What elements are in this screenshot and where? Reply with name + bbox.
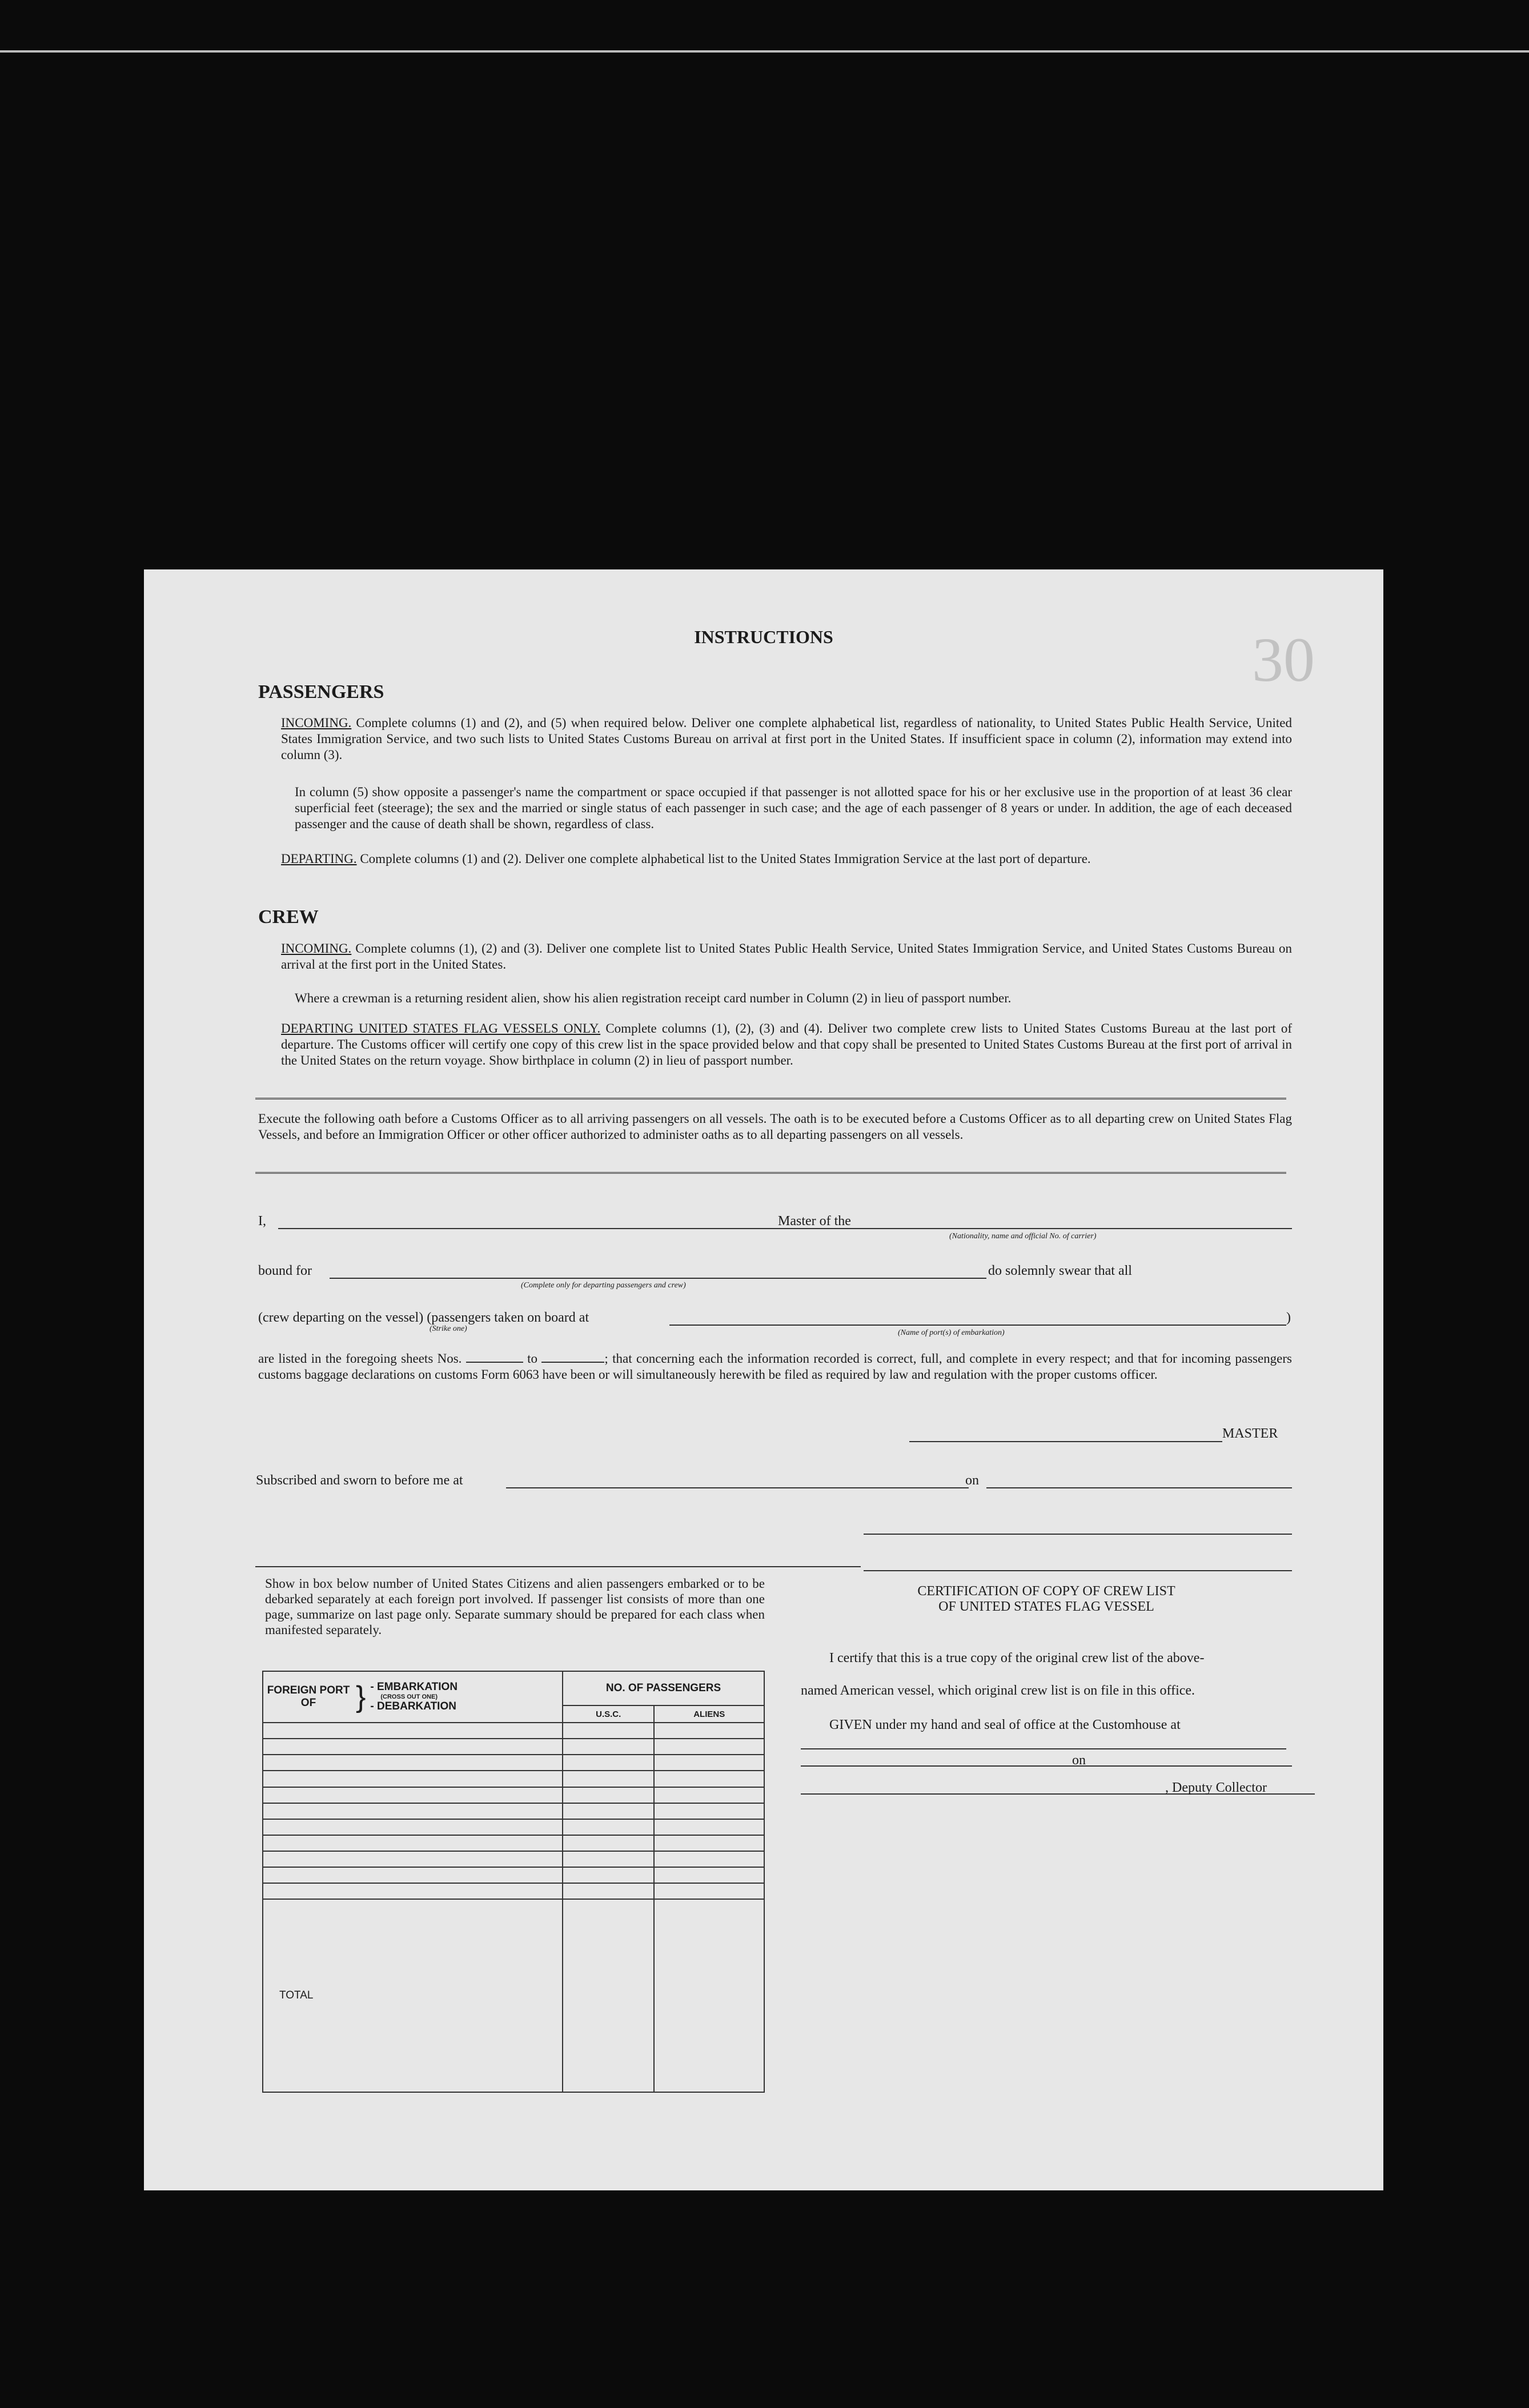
aliens-cell[interactable] — [654, 1851, 764, 1867]
page-number-stamp: 30 — [1252, 625, 1315, 695]
aliens-cell[interactable] — [654, 1723, 764, 1739]
oath-bound-for: bound for — [258, 1263, 312, 1278]
complete-only-note: (Complete only for departing passengers and crew) — [521, 1281, 686, 1290]
usc-cell[interactable] — [563, 1787, 654, 1803]
table-row — [263, 1819, 764, 1835]
table-row — [263, 1771, 764, 1787]
crew-departing-text: Complete columns (1), (2), (3) and (4). Deliver two complete crew lists to United States Customs Bureau at the last port of departure. The Customs officer will certify one copy of this crew list in the space provided below and that copy shall be presented to United States Customs Bureau at the first port of arrival in the United States on the return voyage. Show birthplace in column (2) in lieu of passport number. — [281, 1021, 1292, 1067]
crew-departing-label: DEPARTING UNITED STATES FLAG VESSELS ONLY. — [281, 1021, 601, 1036]
divider-upper — [255, 1098, 1286, 1099]
usc-total-cell[interactable] — [563, 1899, 654, 2092]
passenger-summary-table — [262, 1671, 765, 2093]
aliens-header: ALIENS — [654, 1705, 764, 1723]
port-cell[interactable] — [263, 1835, 563, 1851]
crew-incoming-label: INCOMING. — [281, 941, 352, 956]
listed-text-b: ; that concerning each the information recorded is correct, full, and complete in every respect; and that for incoming passengers customs baggage declarations on customs Form 6063 have been or will simultaneously herewith be filed as required by law and regulation with the proper customs officer. — [258, 1351, 1293, 1382]
passengers-column5-paragraph: In column (5) show opposite a passenger's name the compartment or space occupied if that passenger is not allotted space for his or her exclusive use in the proportion of at least 36 clear superficial feet (steerage); the sex and the married or single status of each passenger in such case; and the age of each passenger of 8 years or under. In addition, the age of each deceased passenger and the cause of death shall be shown, regardless of class. — [295, 785, 1292, 831]
deputy-collector-label: , Deputy Collector — [1165, 1780, 1267, 1795]
port-cell[interactable] — [263, 1739, 563, 1755]
port-cell[interactable] — [263, 1771, 563, 1787]
table-row — [263, 1787, 764, 1803]
port-cell[interactable] — [263, 1851, 563, 1867]
table-row — [263, 1739, 764, 1755]
usc-cell[interactable] — [563, 1803, 654, 1819]
document-page — [144, 569, 1383, 2190]
passengers-incoming-paragraph — [281, 715, 1292, 763]
subscribed-text: Subscribed and sworn to before me at — [256, 1473, 463, 1488]
total-label: TOTAL — [263, 1899, 563, 2092]
bound-for-line — [330, 1278, 986, 1279]
master-signature-line — [909, 1441, 1222, 1442]
nationality-note: (Nationality, name and official No. of carrier) — [949, 1232, 1097, 1241]
total-row — [263, 1899, 764, 2092]
aliens-cell[interactable] — [654, 1755, 764, 1771]
oath-crew-departing: (crew departing on the vessel) (passengers taken on board at — [258, 1310, 589, 1325]
passengers-heading: PASSENGERS — [258, 681, 384, 703]
certification-text-1: I certify that this is a true copy of the original crew list of the above- — [829, 1651, 1205, 1665]
cross-out-note: (CROSS OUT ONE) — [380, 1693, 438, 1700]
table-row — [263, 1867, 764, 1883]
table-row — [263, 1851, 764, 1867]
aliens-cell[interactable] — [654, 1771, 764, 1787]
crew-resident-paragraph: Where a crewman is a returning resident alien, show his alien registration receipt card number in Column (2) in lieu of passport number. — [295, 991, 1012, 1005]
aliens-cell[interactable] — [654, 1867, 764, 1883]
port-cell[interactable] — [263, 1819, 563, 1835]
usc-cell[interactable] — [563, 1819, 654, 1835]
usc-cell[interactable] — [563, 1755, 654, 1771]
foreign-port-label: FOREIGN PORT OF — [267, 1684, 350, 1709]
customhouse-line — [801, 1748, 1286, 1749]
subscribed-place-line — [506, 1487, 969, 1488]
master-label: MASTER — [1222, 1426, 1278, 1441]
divider-lower — [255, 1172, 1286, 1174]
scanner-edge-line — [0, 50, 1529, 53]
port-cell[interactable] — [263, 1883, 563, 1899]
usc-header: U.S.C. — [563, 1705, 654, 1723]
certification-text-2: named American vessel, which original crew list is on file in this office. — [801, 1683, 1195, 1698]
port-cell[interactable] — [263, 1723, 563, 1739]
officer-title-line — [864, 1570, 1292, 1571]
sheet-to-blank — [541, 1362, 604, 1363]
port-cell[interactable] — [263, 1787, 563, 1803]
oath-master-of: Master of the — [778, 1214, 851, 1229]
passengers-departing-label: DEPARTING. — [281, 852, 357, 866]
aliens-cell[interactable] — [654, 1835, 764, 1851]
usc-cell[interactable] — [563, 1835, 654, 1851]
port-cell[interactable] — [263, 1755, 563, 1771]
no-passengers-header: NO. OF PASSENGERS — [563, 1671, 764, 1705]
usc-cell[interactable] — [563, 1867, 654, 1883]
aliens-cell[interactable] — [654, 1739, 764, 1755]
subscribed-date-line — [986, 1487, 1292, 1488]
usc-cell[interactable] — [563, 1723, 654, 1739]
officer-signature-line — [864, 1534, 1292, 1535]
usc-cell[interactable] — [563, 1851, 654, 1867]
certification-title-line-2: OF UNITED STATES FLAG VESSEL — [938, 1599, 1154, 1614]
table-row — [263, 1755, 764, 1771]
oath-intro-paragraph: Execute the following oath before a Customs Officer as to all arriving passengers on all vessels. The oath is to be executed before a Customs Officer as to all departing crew on United States Flag Vessels, and before an Immigration Officer or other officer authorized to administer oaths as to all departing passengers on all vessels. — [258, 1111, 1292, 1142]
table-row — [263, 1723, 764, 1739]
passengers-incoming-label: INCOMING. — [281, 716, 352, 730]
debarkation-label: - DEBARKATION — [370, 1700, 456, 1712]
oath-i-label: I, — [258, 1214, 266, 1229]
port-note: (Name of port(s) of embarkation) — [898, 1329, 1005, 1337]
table-row — [263, 1803, 764, 1819]
certification-given: GIVEN under my hand and seal of office at the Customhouse at — [829, 1717, 1181, 1732]
passengers-departing-text: Complete columns (1) and (2). Deliver one complete alphabetical list to the United States Immigration Service at the last port of departure. — [360, 852, 1091, 866]
port-cell[interactable] — [263, 1803, 563, 1819]
table-row — [263, 1883, 764, 1899]
section-divider — [255, 1566, 861, 1567]
embarkation-options — [370, 1681, 458, 1713]
aliens-cell[interactable] — [654, 1819, 764, 1835]
listed-text-a: are listed in the foregoing sheets Nos. — [258, 1351, 462, 1366]
table-row — [263, 1835, 764, 1851]
usc-cell[interactable] — [563, 1739, 654, 1755]
crew-incoming-paragraph — [281, 941, 1292, 973]
port-header-cell — [263, 1671, 563, 1723]
usc-cell[interactable] — [563, 1883, 654, 1899]
certification-title-line-1: CERTIFICATION OF COPY OF CREW LIST — [917, 1584, 1175, 1599]
passengers-departing-paragraph — [281, 851, 1292, 867]
passengers-incoming-text: Complete columns (1) and (2), and (5) when required below. Deliver one complete alphabetical list, regardless of nationality, to United States Public Health Service, United States Immigration Service, and two such lists to United States Customs Bureau on arrival at first port in the United States. If insufficient space in column (2), information may extend into column (3). — [281, 716, 1293, 762]
subscribed-on: on — [965, 1473, 979, 1488]
aliens-cell[interactable] — [654, 1803, 764, 1819]
summary-paragraph: Show in box below number of United States Citizens and alien passengers embarked or to be debarked separately at each foreign port involved. If passenger list consists of more than one page, summarize on last page only. Separate summary should be prepared for each class when manifested separately. — [265, 1576, 765, 1637]
oath-swear-text: do solemnly swear that all — [988, 1263, 1132, 1278]
port-embarkation-line — [669, 1325, 1286, 1326]
embarkation-label: - EMBARKATION — [370, 1681, 458, 1693]
aliens-cell[interactable] — [654, 1883, 764, 1899]
certification-on: on — [1072, 1753, 1086, 1768]
usc-cell[interactable] — [563, 1771, 654, 1787]
brace-symbol: } — [356, 1680, 366, 1713]
cert-date-line — [1097, 1765, 1292, 1767]
crew-incoming-text: Complete columns (1), (2) and (3). Deliver one complete list to United States Public Health Service, United States Immigration Service, and United States Customs Bureau on arrival at the first port in the United States. — [281, 941, 1292, 972]
crew-heading: CREW — [258, 906, 319, 928]
vessel-name-line — [866, 1228, 1292, 1229]
oath-listed-paragraph — [258, 1351, 1292, 1383]
listed-to: to — [527, 1351, 538, 1366]
aliens-total-cell[interactable] — [654, 1899, 764, 2092]
instructions-title: INSTRUCTIONS — [694, 627, 833, 647]
crew-departing-paragraph — [281, 1021, 1292, 1069]
sheet-from-blank — [466, 1362, 523, 1363]
oath-close-paren: ) — [1286, 1310, 1291, 1325]
aliens-cell[interactable] — [654, 1787, 764, 1803]
port-cell[interactable] — [263, 1867, 563, 1883]
strike-one-note: (Strike one) — [430, 1325, 467, 1333]
certification-title — [858, 1584, 1235, 1615]
